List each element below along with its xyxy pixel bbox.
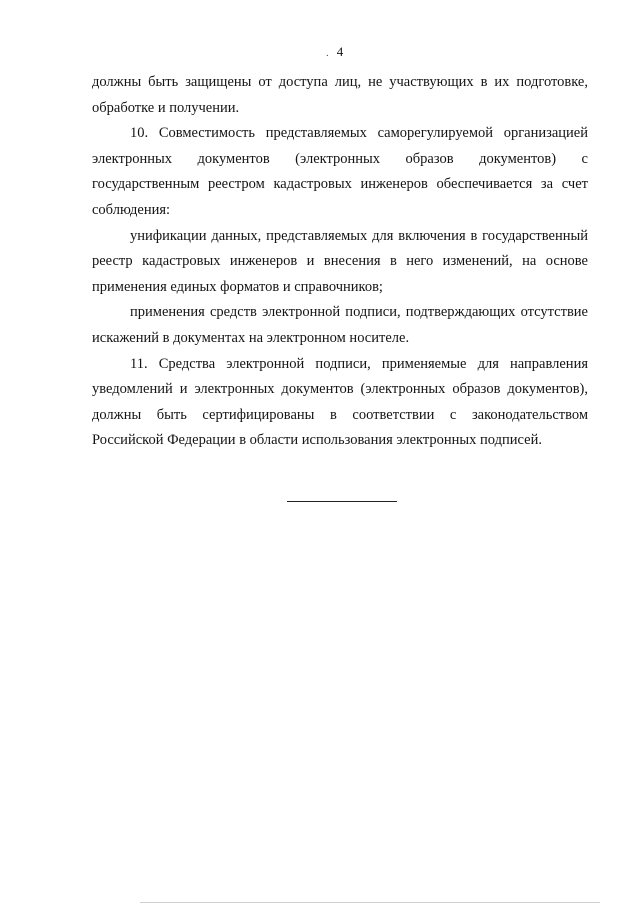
paragraph-item-10: 10. Совместимость представляемых саморегулируемой организацией электронных документов (электронных образов документов) с государственным реестром кадастровых инженеров обеспечивается за счет соблюдения: bbox=[92, 125, 588, 218]
scan-edge-line bbox=[140, 902, 600, 903]
end-separator-line bbox=[287, 501, 397, 502]
paragraph-electronic-signature: применения средств электронной подписи, подтверждающих отсутствие искажений в документах на электронном носителе. bbox=[92, 304, 588, 346]
page-number: 4 bbox=[336, 44, 344, 59]
document-body bbox=[92, 70, 588, 454]
paragraph-continuation: должны быть защищены от доступа лиц, не участвующих в их подготовке, обработке и получении. bbox=[92, 74, 588, 116]
scan-speck: . bbox=[326, 47, 329, 59]
paragraph-item-11: 11. Средства электронной подписи, применяемые для направления уведомлений и электронных документов (электронных образов документов), должны быть сертифицированы в соответствии с законодательством Российской Федерации в области использования электронных подписей. bbox=[92, 355, 588, 449]
paragraph-unification: унификации данных, представляемых для включения в государственный реестр кадастровых инженеров и внесения в него изменений, на основе применения единых форматов и справочников; bbox=[92, 227, 588, 295]
